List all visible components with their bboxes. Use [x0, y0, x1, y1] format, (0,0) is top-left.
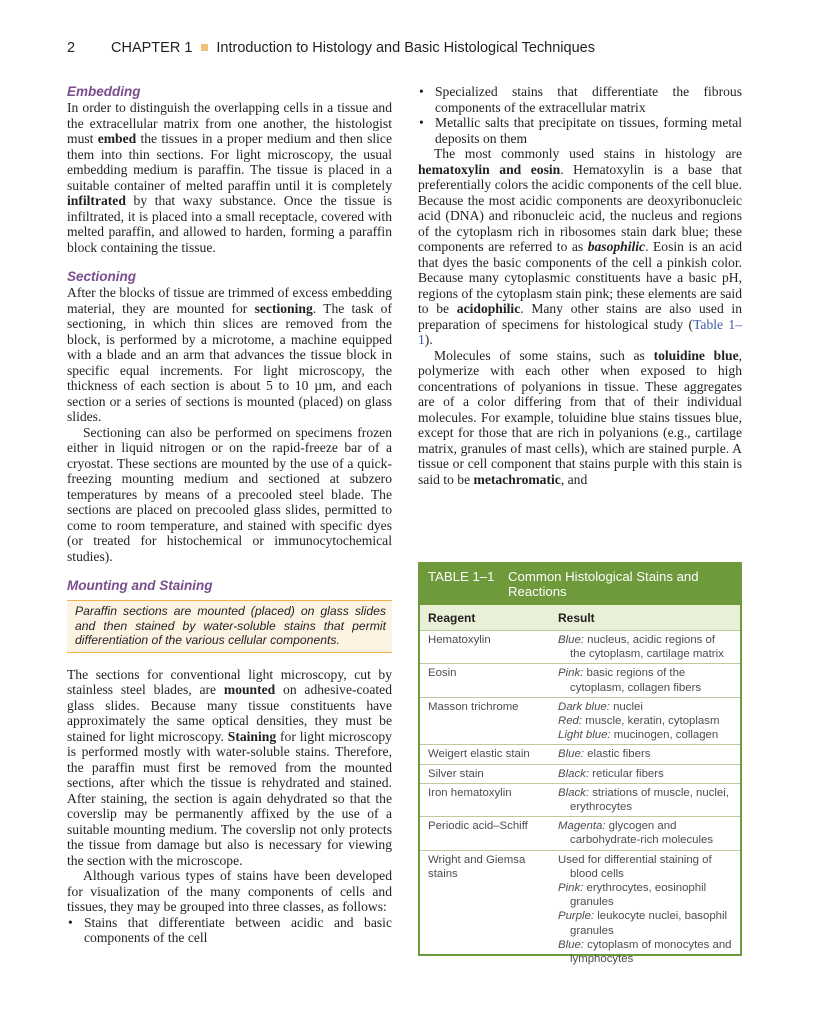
result-line	[558, 666, 732, 694]
result-line	[558, 853, 732, 881]
result-line	[558, 786, 732, 814]
right-column	[418, 84, 742, 487]
result-color-label: Black:	[558, 786, 590, 799]
chapter-title: Introduction to Histology and Basic Histological Techniques	[216, 40, 595, 56]
paragraph-sectioning-2: Sectioning can also be performed on specimens frozen either in liquid nitrogen or on the rapid-freeze bar of a cryostat. These sections are mounted by the use of a quick-freezing mounting medium and sectioned at subzero temperatures by means of a precooled steel blade. The sections are placed on precooled glass slides, permitted to come to room temperature, and stained with specific dyes (or treated for histochemical or immunocytochemical studies).	[67, 424, 392, 564]
table-row	[420, 765, 740, 784]
heading-embedding: Embedding	[67, 84, 141, 99]
result-cell	[558, 819, 732, 847]
result-description: elastic fibers	[583, 748, 651, 761]
heading-mounting-staining: Mounting and Staining	[67, 578, 213, 593]
result-description: basic regions of the cytoplasm, collagen fibers	[570, 667, 702, 694]
stain-class-list	[67, 915, 392, 946]
result-cell	[558, 786, 732, 814]
running-header	[67, 40, 747, 56]
reagent-cell: Masson trichrome	[428, 700, 519, 713]
table-body	[420, 631, 740, 968]
result-color-label: Black:	[558, 767, 590, 780]
stain-class-list-continued	[418, 84, 742, 146]
table-title: Common Histological Stains and Reactions	[508, 569, 699, 599]
result-description: reticular fibers	[589, 767, 664, 780]
reagent-cell: Wright and Giemsa stains	[428, 853, 526, 880]
result-line	[558, 909, 732, 937]
list-item: • Specialized stains that differentiate the fibrous components of the extracellular matrix	[418, 84, 742, 115]
header-square-icon	[201, 44, 208, 51]
result-color-label: Blue:	[558, 748, 584, 761]
list-item: • Stains that differentiate between acidic and basic components of the cell	[67, 915, 392, 946]
table-number: TABLE 1–1	[428, 569, 495, 584]
table-reference-link[interactable]: Table 1–1	[418, 316, 742, 347]
page-number: 2	[67, 40, 76, 56]
chapter-label: CHAPTER 1	[111, 40, 193, 56]
table-caption	[420, 564, 740, 605]
result-line	[558, 767, 732, 781]
result-color-label: Magenta:	[558, 820, 606, 833]
result-line	[558, 819, 732, 847]
result-line	[558, 700, 732, 714]
table-row	[420, 817, 740, 850]
result-cell	[558, 767, 732, 781]
result-description: nuclei	[609, 700, 643, 713]
table-row	[420, 664, 740, 697]
table-header-row	[420, 605, 740, 631]
result-color-label: Pink:	[558, 667, 584, 680]
list-item: • Metallic salts that precipitate on tissues, forming metal deposits on them	[418, 115, 742, 146]
reagent-cell: Periodic acid–Schiff	[428, 820, 528, 833]
paragraph-mounting-2: Although various types of stains have been developed for visualization of the many components of cells and tissues, they may be grouped into three classes, as follows:	[67, 868, 392, 914]
paragraph-mounting-1: The sections for conventional light microscopy, cut by stainless steel blades, are mounted on adhesive-coated glass slides. Because many tissue constituents have approximately the same optical densities, they must be stained for light microscopy. Staining for light microscopy is performed mostly with water-soluble stains. Therefore, the paraffin must first be removed from the mounted sections, after which the tissue is rehydrated and stained. After staining, the section is again dehydrated so that the coverslip may be permanently affixed by the use of a suitable mounting medium. The coverslip not only protects the tissue from damage but also is necessary for viewing the section with the microscope.	[67, 666, 392, 868]
result-description: nucleus, acidic regions of the cytoplasm, cartilage matrix	[570, 634, 724, 661]
paragraph-sectioning-1: After the blocks of tissue are trimmed of excess embedding material, they are mounted for sectioning. The task of sectioning, in which thin slices are removed from the block, is performed by a microtome, a machine equipped with a blade and an arm that advances the tissue block in specific equal increments. For light microscopy, the thickness of each section is about 5 to 10 µm, and each section or a series of sections is mounted (placed) on glass slides.	[67, 285, 392, 424]
result-description: mucinogen, collagen	[610, 729, 719, 742]
result-line	[558, 938, 732, 966]
table-row	[420, 698, 740, 746]
result-description: glycogen and carbohydrate-rich molecules	[570, 820, 714, 847]
result-color-label: Dark blue:	[558, 700, 610, 713]
result-description: Used for differential staining of blood cells	[558, 853, 712, 880]
result-line	[558, 633, 732, 661]
result-cell	[558, 747, 732, 761]
result-cell	[558, 633, 732, 661]
reagent-cell: Eosin	[428, 667, 457, 680]
result-color-label: Light blue:	[558, 729, 611, 742]
result-color-label: Purple:	[558, 910, 595, 923]
column-header-reagent: Reagent	[428, 611, 476, 625]
reagent-cell: Iron hematoxylin	[428, 786, 512, 799]
result-description: leukocyte nuclei, basophil granules	[570, 910, 728, 937]
result-cell	[558, 853, 732, 967]
result-description: cytoplasm of monocytes and lymphocytes	[570, 938, 732, 966]
table-row	[420, 784, 740, 817]
result-cell	[558, 700, 732, 743]
key-point-note: Paraffin sections are mounted (placed) on glass slides and then stained by water-soluble stains that permit differentiation of the various cellular components.	[67, 600, 392, 653]
left-column	[67, 84, 392, 946]
result-description: striations of muscle, nuclei, erythrocytes	[570, 786, 729, 814]
table-row	[420, 631, 740, 664]
result-description: erythrocytes, eosinophil granules	[570, 882, 707, 909]
paragraph-metachromasia: Molecules of some stains, such as toluidine blue, polymerize with each other when exposed to high concentrations of polyanions in tissue. These aggregates are of a color differing from that of their individual molecules. For example, toluidine blue stains tissues blue, except for those that are rich in polyanions (e.g., cartilage matrix, granules of mast cells), which are stained purple. A tissue or cell component that stains purple with this stain is said to be metachromatic, and	[418, 347, 743, 487]
result-line	[558, 747, 732, 761]
reagent-cell: Silver stain	[428, 767, 484, 780]
table-row	[420, 745, 740, 764]
result-color-label: Red:	[558, 715, 583, 728]
column-header-result: Result	[558, 611, 595, 625]
stains-table	[418, 562, 742, 966]
table-row	[420, 851, 740, 969]
result-cell	[558, 666, 732, 694]
result-description: muscle, keratin, cytoplasm	[582, 715, 720, 728]
paragraph-he-stains: The most commonly used stains in histology are hematoxylin and eosin. Hematoxylin is a base that preferentially colors the acidic components of the cell blue. Because the most acidic components are deoxyribonucleic acid (DNA) and ribonucleic acid, the nucleus and regions of the cytoplasm rich in ribosomes stain dark blue; these components are referred to as basophilic. Eosin is an acid that dyes the basic components of the cell a pinkish color. Because many cytoplasmic constituents have a basic pH, regions of the cytoplasm stain pink; these elements are said to be acidophilic. Many other stains are also used in preparation of specimens for histological study (Table 1–1).	[418, 146, 743, 347]
reagent-cell: Hematoxylin	[428, 634, 491, 646]
result-line	[558, 714, 732, 728]
reagent-cell: Weigert elastic stain	[428, 748, 530, 761]
result-line	[558, 881, 732, 909]
result-color-label: Blue:	[558, 634, 584, 646]
result-color-label: Blue:	[558, 938, 584, 951]
result-color-label: Pink:	[558, 882, 584, 895]
result-line	[558, 728, 732, 742]
heading-sectioning: Sectioning	[67, 269, 137, 284]
paragraph-embedding: In order to distinguish the overlapping cells in a tissue and the extracellular matrix from one another, the histologist must embed the tissues in a proper medium and then slice them into thin sections. For light microscopy, the usual embedding medium is paraffin. The tissue is placed in a suitable container of melted paraffin until it is completely infiltrated by that waxy substance. Once the tissue is infiltrated, it is placed into a small receptacle, covered with melted paraffin, and allowed to harden, forming a paraffin block containing the tissue.	[67, 100, 392, 255]
